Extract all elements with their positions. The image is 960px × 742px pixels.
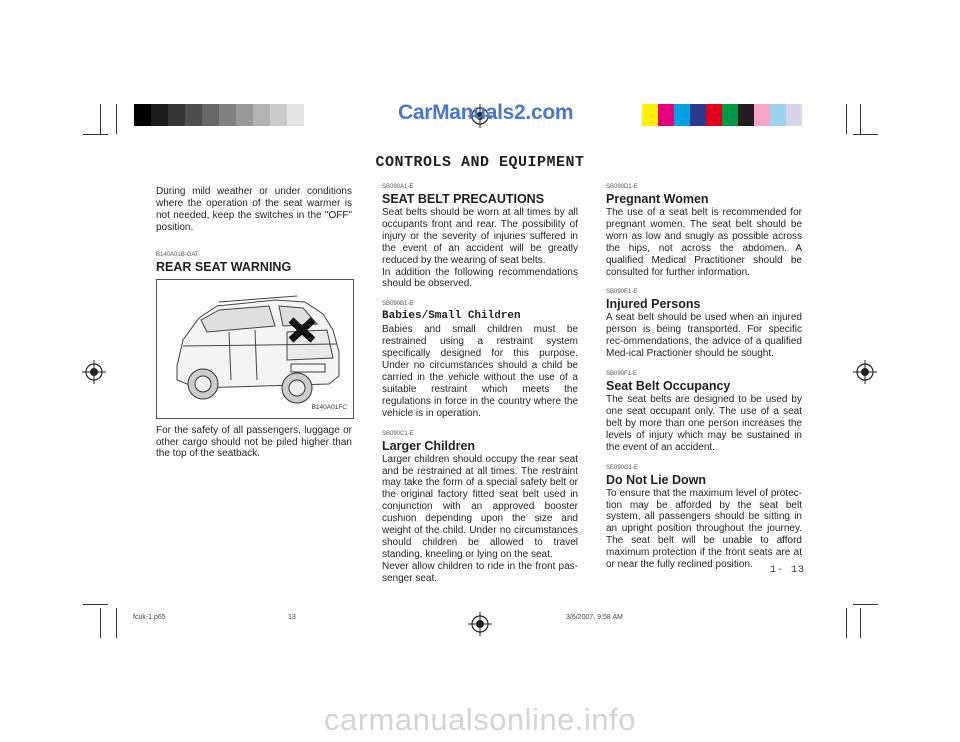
section-block [606, 370, 802, 454]
section-body: The use of a seat belt is recommended for pregnant women. The seat belt should be worn as low and snugly as possible across the hips, not across the abdomen. A qualified Medical Practitioner should be consulted for further information. [606, 207, 802, 278]
color-swatch [236, 104, 253, 126]
color-swatch [722, 104, 738, 126]
intro-paragraph: During mild weather or under conditions where the operation of the seat warmer is not needed, keep the switches in the "OFF" position. [156, 186, 352, 233]
section-code: SB090F1-E [606, 371, 638, 378]
section-heading: Seat Belt Occupancy [606, 379, 731, 394]
color-swatch [219, 104, 236, 126]
section-body: Larger children should occupy the rear seat and be restrained at all times. The restraint may take the form of a special safety belt or the original factory fitted seat belt used in conjunction with an approved booster cushion depending upon the size and weight of the child. Under no circumstances should children be allowed to travel standing, kneeling or lying on the seat. Never allow children to ride in the front pas-senger seat. [382, 453, 578, 584]
color-swatch [690, 104, 706, 126]
section-heading: SEAT BELT PRECAUTIONS [382, 192, 545, 206]
section-body: Babies and small children must be restrained using a restraint system specifically designed for this purpose. Under no circumstances should a child be carried in the vehicle without the use of a suitable restraint which meets the regulations in force in the country where the vehicle is in operation. [382, 324, 578, 419]
section-body: A seat belt should be used when an injured person is being transported. For specific rec-ommendations, the advice of a qualified Med-ical Practioner should be sought. [606, 312, 802, 360]
color-swatch [270, 104, 287, 126]
column-left [156, 186, 352, 460]
section-body: The seat belts are designed to be used by one seat occupant only. The use of a seat belt by more than one person increases the levels of injury which may be sustained in the event of an accident. [606, 394, 802, 453]
color-swatch [754, 104, 770, 126]
color-swatch [770, 104, 786, 126]
color-swatch [738, 104, 754, 126]
section-block [606, 288, 802, 360]
section-block [382, 183, 578, 290]
watermark-logo: CarManuals2.com [398, 101, 574, 124]
body-paragraph: For the safety of all passengers, luggage or other cargo should not be piled higher than the top of the seatback. [156, 424, 352, 460]
section-body: To ensure that the maximum level of protec-tion may be afforded by the seat belt system, all passengers should be sitting in an upright position throughout the journey. The seat belt will be unable to afford maximum protection if the front seats are at or near the fully reclined position. [606, 487, 802, 571]
section-title: CONTROLS AND EQUIPMENT [375, 154, 585, 171]
section-heading: Do Not Lie Down [606, 472, 706, 487]
color-swatch [202, 104, 219, 126]
column-right [606, 183, 802, 571]
footer-filename: fcuk-1.p65 [133, 614, 166, 621]
section-block [382, 430, 578, 585]
registration-mark-icon [468, 612, 492, 636]
section-code: B140A01B-GAT [156, 251, 199, 258]
section-heading: Larger Children [382, 438, 476, 453]
car-rear-illustration [157, 280, 353, 418]
color-swatch [185, 104, 202, 126]
section-block [606, 183, 802, 278]
color-swatch [786, 104, 802, 126]
color-swatch [134, 104, 151, 126]
registration-mark-icon [82, 360, 106, 384]
color-bar [642, 104, 802, 126]
section-block [606, 464, 802, 571]
section-code: SB090A1-E [382, 184, 414, 190]
section-code: SB090C1-E [382, 430, 414, 437]
color-swatch [151, 104, 168, 126]
section-heading: Pregnant Women [606, 192, 709, 206]
section-code: SE090G1-E [606, 464, 639, 471]
color-swatch [168, 104, 185, 126]
figure-caption: B140A01FC [311, 403, 347, 411]
color-swatch [287, 104, 304, 126]
section-heading: REAR SEAT WARNING [156, 259, 292, 274]
column-middle [382, 183, 578, 585]
color-swatch [706, 104, 722, 126]
section-code: SB090E1-E [606, 289, 638, 296]
section-code: SB090D1-E [606, 184, 638, 190]
section-heading: Injured Persons [606, 297, 701, 312]
watermark-footer: carmanualsonline.info [323, 702, 637, 737]
section-code: SB090B1-E [382, 301, 414, 308]
section-block [382, 300, 578, 419]
registration-mark-icon [853, 360, 877, 384]
footer-page: 13 [288, 614, 296, 621]
page-number: 1- 13 [770, 565, 806, 576]
color-swatch [658, 104, 674, 126]
section-heading: Babies/Small Children [382, 310, 521, 323]
rear-seat-figure [156, 279, 354, 419]
footer-date: 3/6/2007, 9:58 AM [566, 614, 623, 621]
color-swatch [642, 104, 658, 126]
section-body: Seat belts should be worn at all times by all occupants front and rear. The possibility of injury or the severity of injuries suffered in the event of an accident will be greatly reduced by the wearing of seat belts. In addition the following recommendations should be observed. [382, 207, 578, 290]
color-swatch [253, 104, 270, 126]
grayscale-bar [134, 104, 304, 126]
color-swatch [674, 104, 690, 126]
